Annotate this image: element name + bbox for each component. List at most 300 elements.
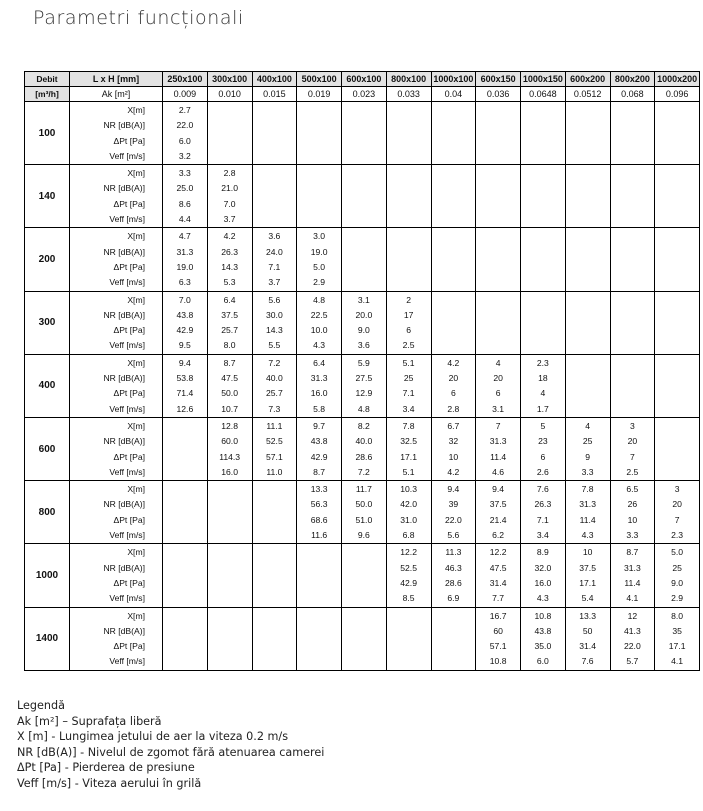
value-cell (431, 291, 476, 354)
value-cell (521, 354, 566, 417)
value: 24.0 (266, 246, 283, 257)
value-cell (565, 354, 610, 417)
value-cell (431, 228, 476, 291)
value-cell (610, 165, 655, 228)
value-cell (297, 544, 342, 607)
value: 7.1 (402, 388, 415, 399)
value: 37.5 (579, 562, 596, 573)
param-label: X[m] (127, 484, 145, 495)
value: 8.9 (536, 547, 549, 558)
value: 43.8 (310, 436, 328, 447)
param-label: Veff [m/s] (109, 466, 145, 477)
value-cell (163, 417, 208, 480)
value-cell (476, 354, 521, 417)
value: 7 (629, 451, 635, 462)
value: 25.0 (176, 183, 194, 194)
ak-value: 0.068 (610, 87, 655, 102)
value: 57.1 (266, 451, 283, 462)
header-unit: [m³/h] (25, 87, 70, 102)
value-cell (252, 228, 297, 291)
value-cell (610, 291, 655, 354)
value-cell (252, 354, 297, 417)
value: 35 (672, 625, 682, 636)
debit-value: 200 (25, 228, 70, 291)
value: 51.0 (355, 514, 373, 525)
value-cell (207, 417, 252, 480)
value-cell (565, 291, 610, 354)
value-cell (207, 291, 252, 354)
table-row (25, 481, 700, 544)
value: 3 (674, 484, 680, 495)
value: 50.0 (221, 388, 238, 399)
value: 7.0 (178, 294, 191, 305)
value-cell (297, 291, 342, 354)
value: 3.1 (357, 294, 370, 305)
value: 6.7 (447, 420, 460, 431)
value: 57.1 (489, 641, 507, 652)
param-label: Veff [m/s] (109, 150, 145, 161)
value-cell (655, 354, 700, 417)
value-cell (610, 354, 655, 417)
value: 4 (495, 357, 501, 368)
table-row (25, 354, 700, 417)
value-cell (386, 228, 431, 291)
value-cell (610, 102, 655, 165)
value-cell (521, 607, 566, 670)
value: 32.5 (400, 436, 417, 447)
value-cell (431, 354, 476, 417)
param-label: X[m] (127, 231, 145, 242)
value: 40.0 (355, 436, 373, 447)
value: 5.9 (357, 357, 370, 368)
value-cell (163, 291, 208, 354)
value: 6.2 (492, 530, 505, 541)
value: 3.0 (313, 231, 326, 242)
param-label: NR [dB(A)] (103, 436, 145, 447)
param-label: NR [dB(A)] (103, 120, 145, 131)
param-label: Veff [m/s] (109, 277, 145, 288)
debit-value: 140 (25, 165, 70, 228)
value: 10.8 (534, 610, 552, 621)
value: 12.2 (400, 547, 417, 558)
debit-value: 400 (25, 354, 70, 417)
ak-value: 0.019 (297, 87, 342, 102)
value-cell (565, 607, 610, 670)
value-cell (342, 165, 387, 228)
value: 32 (448, 436, 459, 447)
param-labels (70, 165, 163, 228)
param-labels (70, 544, 163, 607)
value: 9.4 (492, 484, 505, 495)
value: 4.8 (313, 294, 326, 305)
value-cell (386, 165, 431, 228)
param-label: Veff [m/s] (109, 214, 145, 225)
value: 42.9 (400, 577, 417, 588)
param-label: X[m] (127, 105, 145, 115)
value: 43.8 (534, 625, 552, 636)
param-label: ΔPt [Pa] (113, 577, 145, 588)
value: 2.6 (536, 466, 549, 477)
value-cell (655, 544, 700, 607)
value: 3.6 (357, 340, 370, 351)
value: 4.3 (536, 593, 549, 604)
value-cell (386, 102, 431, 165)
value: 22.5 (310, 309, 328, 320)
ak-value: 0.023 (342, 87, 387, 102)
value: 28.6 (445, 577, 462, 588)
value: 25.7 (221, 325, 238, 336)
page-title: Parametri funcționali (33, 7, 244, 29)
value: 10.8 (489, 656, 507, 667)
value: 27.5 (355, 373, 373, 384)
value: 52.5 (266, 436, 283, 447)
value-cell (297, 165, 342, 228)
param-label: X[m] (127, 610, 145, 621)
value: 13.3 (579, 610, 596, 621)
value-cell (207, 481, 252, 544)
value: 19.0 (176, 261, 194, 272)
value: 2.9 (313, 277, 326, 288)
value-cell (655, 102, 700, 165)
value: 2.8 (447, 403, 460, 414)
value-cell (342, 607, 387, 670)
legend-item: ΔPt [Pa] - Pierderea de presiune (17, 761, 195, 774)
value: 1.7 (536, 403, 549, 414)
value-cell (342, 354, 387, 417)
value: 5.1 (402, 466, 415, 477)
value: 11.1 (266, 420, 283, 431)
value-cell (297, 102, 342, 165)
value: 8.5 (402, 593, 415, 604)
legend-item: NR [dB(A)] - Nivelul de zgomot fără atenuarea camerei (17, 745, 325, 759)
value: 11.3 (445, 547, 462, 558)
value: 53.8 (176, 373, 194, 384)
value: 13.3 (310, 484, 328, 495)
value: 16.0 (534, 577, 552, 588)
value: 3 (629, 420, 635, 431)
param-labels (70, 417, 163, 480)
header-lxh: L x H [mm] (70, 72, 163, 87)
value: 6.0 (536, 656, 549, 667)
value-cell (655, 228, 700, 291)
value-cell (342, 544, 387, 607)
value: 4.2 (223, 231, 236, 242)
debit-value: 1400 (25, 607, 70, 670)
value: 10.3 (400, 484, 417, 495)
value-cell (207, 354, 252, 417)
value: 7.2 (268, 357, 281, 368)
ak-value: 0.009 (163, 87, 208, 102)
value-cell (431, 481, 476, 544)
value: 6 (495, 388, 501, 399)
value-cell (386, 607, 431, 670)
value: 8.7 (223, 357, 236, 368)
value-cell (565, 481, 610, 544)
value: 22.0 (445, 514, 462, 525)
value-cell (610, 544, 655, 607)
value-cell (521, 544, 566, 607)
value: 4.2 (447, 466, 460, 477)
value-cell (521, 102, 566, 165)
table-row (25, 607, 700, 670)
value-cell (476, 102, 521, 165)
ak-value: 0.0648 (521, 87, 566, 102)
value-cell (476, 228, 521, 291)
value-cell (476, 165, 521, 228)
value: 2.7 (178, 105, 191, 115)
value: 3.4 (536, 530, 549, 541)
value-cell (565, 417, 610, 480)
value: 6.0 (178, 135, 191, 146)
legend (17, 698, 324, 791)
value-cell (655, 291, 700, 354)
value-cell (655, 165, 700, 228)
value-cell (386, 354, 431, 417)
legend-heading: Legendă (17, 699, 65, 712)
param-label: NR [dB(A)] (103, 373, 145, 384)
parameters-table (24, 71, 700, 671)
value: 2 (406, 294, 412, 305)
value-cell (252, 291, 297, 354)
value: 10.7 (221, 403, 238, 414)
debit-value: 100 (25, 102, 70, 165)
param-label: ΔPt [Pa] (113, 135, 145, 146)
value: 17.1 (400, 451, 417, 462)
param-label: NR [dB(A)] (103, 246, 145, 257)
value-cell (163, 165, 208, 228)
debit-value: 800 (25, 481, 70, 544)
legend-item: X [m] - Lungimea jetului de aer la viteza 0.2 m/s (17, 730, 289, 743)
param-labels (70, 102, 163, 165)
value-cell (297, 607, 342, 670)
size-header: 600x150 (476, 72, 521, 87)
value: 5.7 (626, 656, 639, 667)
value-cell (252, 102, 297, 165)
value: 7 (674, 514, 680, 525)
value-cell (521, 165, 566, 228)
value-cell (565, 544, 610, 607)
value: 8.7 (313, 466, 326, 477)
value-cell (342, 417, 387, 480)
value: 4.4 (178, 214, 191, 225)
ak-value: 0.036 (476, 87, 521, 102)
value: 42.9 (176, 325, 194, 336)
value: 17.1 (668, 641, 686, 652)
value-cell (610, 481, 655, 544)
param-labels (70, 291, 163, 354)
value: 21.0 (221, 183, 238, 194)
value: 20 (448, 373, 459, 384)
debit-value: 300 (25, 291, 70, 354)
value: 3.7 (268, 277, 281, 288)
value: 7.1 (536, 514, 549, 525)
value-cell (610, 228, 655, 291)
value-cell (342, 228, 387, 291)
value: 47.5 (221, 373, 238, 384)
value: 11.6 (311, 530, 328, 541)
value-cell (163, 607, 208, 670)
value-cell (207, 165, 252, 228)
value-cell (476, 417, 521, 480)
size-header: 800x200 (610, 72, 655, 87)
value: 3.3 (626, 530, 639, 541)
param-labels (70, 607, 163, 670)
param-labels (70, 228, 163, 291)
param-labels (70, 354, 163, 417)
value: 5 (540, 420, 546, 431)
ak-header-row (25, 87, 700, 102)
value: 37.5 (221, 309, 238, 320)
value: 4.6 (492, 466, 505, 477)
value-cell (565, 228, 610, 291)
ak-value: 0.010 (207, 87, 252, 102)
value: 9 (585, 451, 591, 462)
value: 22.0 (624, 641, 641, 652)
value: 39 (448, 499, 459, 510)
value: 12.6 (176, 403, 194, 414)
value: 21.4 (489, 514, 507, 525)
value-cell (207, 607, 252, 670)
param-label: NR [dB(A)] (103, 625, 145, 636)
value-cell (386, 481, 431, 544)
value: 11.0 (266, 466, 283, 477)
value: 12 (627, 610, 638, 621)
value: 5.1 (402, 357, 415, 368)
value: 2.8 (223, 168, 236, 179)
value: 26 (627, 499, 638, 510)
value: 5.6 (447, 530, 460, 541)
value: 37.5 (489, 499, 507, 510)
value: 6 (450, 388, 456, 399)
value: 5.0 (313, 261, 326, 272)
value: 20.0 (355, 309, 373, 320)
value-cell (565, 102, 610, 165)
value: 4.3 (581, 530, 594, 541)
value-cell (565, 165, 610, 228)
ak-value: 0.04 (431, 87, 476, 102)
value: 3.3 (178, 168, 191, 179)
value: 26.3 (221, 246, 238, 257)
value: 3.1 (492, 403, 505, 414)
value-cell (163, 544, 208, 607)
value-cell (521, 481, 566, 544)
value: 11.4 (624, 577, 641, 588)
value: 26.3 (534, 499, 552, 510)
value: 6 (406, 325, 412, 336)
value-cell (386, 291, 431, 354)
value: 4.3 (313, 340, 326, 351)
param-label: Veff [m/s] (109, 403, 145, 414)
value: 7.8 (581, 484, 594, 495)
value: 8.2 (357, 420, 370, 431)
value-cell (476, 291, 521, 354)
value: 31.3 (624, 562, 641, 573)
value: 16.0 (221, 466, 238, 477)
value: 23 (538, 436, 548, 447)
param-label: ΔPt [Pa] (113, 261, 145, 272)
value: 30.0 (266, 309, 283, 320)
value: 43.8 (176, 309, 194, 320)
value: 14.3 (266, 325, 283, 336)
value: 32.0 (534, 562, 552, 573)
value: 4.8 (357, 403, 370, 414)
value: 3.6 (268, 231, 281, 242)
value: 28.6 (355, 451, 373, 462)
value-cell (476, 481, 521, 544)
value: 9.0 (671, 577, 684, 588)
value: 6.9 (447, 593, 460, 604)
value: 20 (672, 499, 682, 510)
param-label: NR [dB(A)] (103, 183, 145, 194)
value-cell (297, 354, 342, 417)
table-row (25, 102, 700, 165)
size-header: 600x200 (565, 72, 610, 87)
value: 42.0 (400, 499, 417, 510)
param-label: ΔPt [Pa] (113, 641, 145, 652)
size-header: 800x100 (386, 72, 431, 87)
param-label: ΔPt [Pa] (113, 388, 145, 399)
value: 25 (403, 373, 414, 384)
param-label: Veff [m/s] (109, 593, 145, 604)
value-cell (431, 544, 476, 607)
value: 7.2 (357, 466, 370, 477)
param-labels (70, 481, 163, 544)
value: 19.0 (310, 246, 328, 257)
value: 8.0 (671, 610, 684, 621)
value: 25 (582, 436, 593, 447)
value-cell (655, 417, 700, 480)
value: 12.8 (221, 420, 238, 431)
value: 8.6 (178, 198, 191, 209)
value: 25 (672, 562, 682, 573)
value-cell (297, 481, 342, 544)
value: 5.0 (671, 547, 684, 558)
value: 4.7 (178, 231, 191, 242)
value: 22.0 (176, 120, 194, 131)
value: 4.1 (671, 656, 684, 667)
value-cell (252, 607, 297, 670)
value-cell (252, 165, 297, 228)
value: 47.5 (489, 562, 507, 573)
value: 4 (585, 420, 591, 431)
value: 6 (540, 451, 546, 462)
value: 31.4 (489, 577, 507, 588)
value: 9.4 (447, 484, 460, 495)
value: 5.3 (223, 277, 236, 288)
value-cell (297, 228, 342, 291)
value: 18 (538, 373, 548, 384)
value: 31.0 (400, 514, 417, 525)
value: 20 (627, 436, 638, 447)
value: 14.3 (221, 261, 238, 272)
value: 17 (403, 309, 414, 320)
table-row (25, 291, 700, 354)
value-cell (655, 481, 700, 544)
ak-value: 0.096 (655, 87, 700, 102)
table-body (25, 102, 700, 671)
debit-value: 600 (25, 417, 70, 480)
value: 11.4 (490, 451, 507, 462)
param-label: ΔPt [Pa] (113, 514, 145, 525)
value-cell (431, 607, 476, 670)
value: 31.3 (489, 436, 507, 447)
value: 68.6 (310, 514, 328, 525)
size-header: 300x100 (207, 72, 252, 87)
value: 31.3 (579, 499, 596, 510)
value-cell (386, 417, 431, 480)
value-cell (610, 417, 655, 480)
value: 41.3 (624, 625, 641, 636)
